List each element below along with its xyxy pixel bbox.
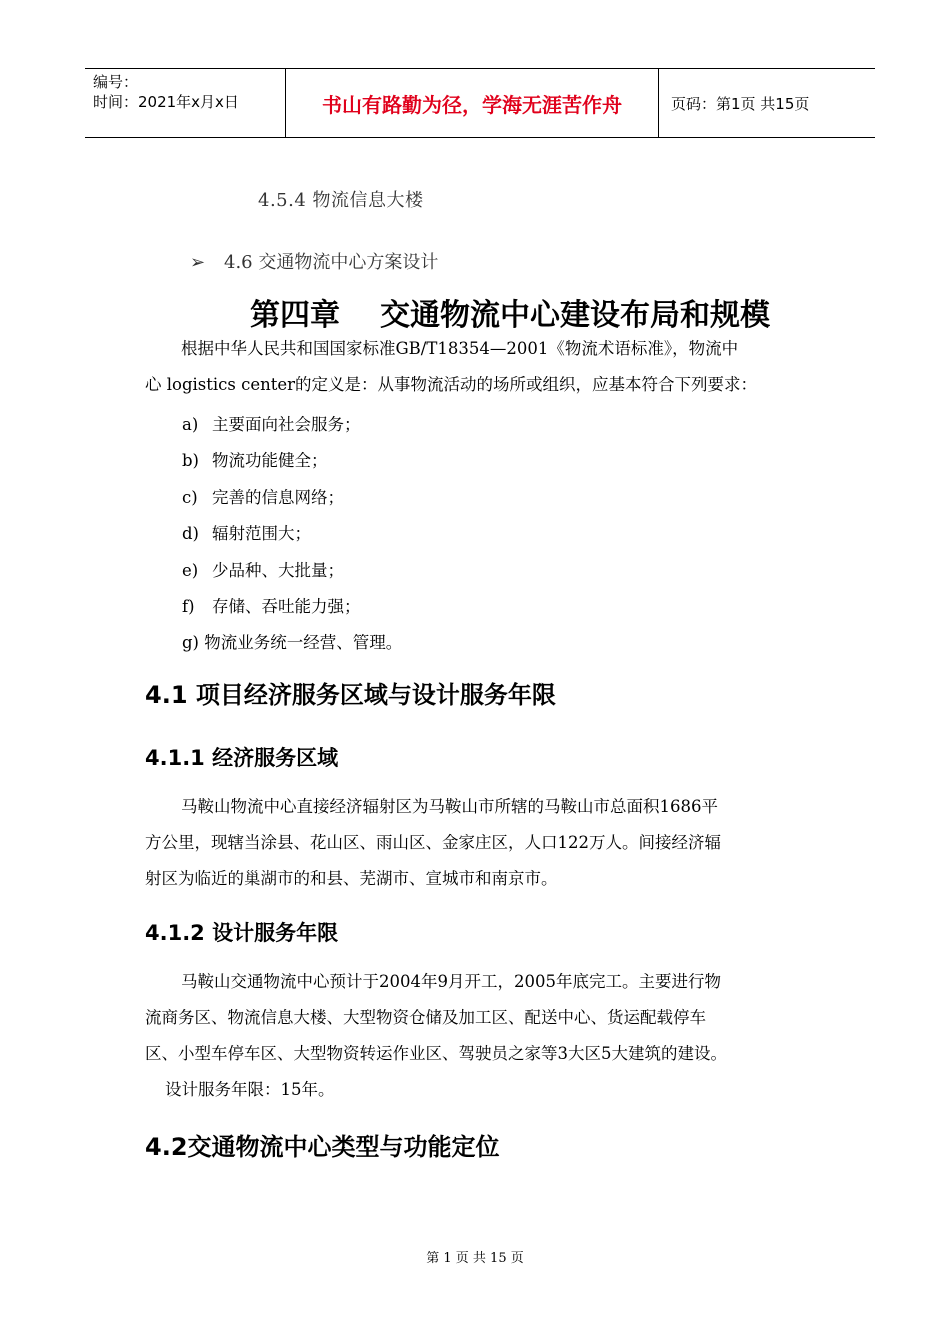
text-line: 马鞍山交通物流中心预计于2004年9月开工，2005年底完工。主要进行物	[181, 972, 721, 991]
list-item: f) 存储、吞吐能力强；	[182, 597, 361, 616]
body-paragraph	[145, 789, 825, 897]
text-line: 根据中华人民共和国国家标准GB/T18354—2001《物流术语标准》，物流中	[181, 339, 739, 358]
chapter-number: 第四章	[250, 298, 340, 333]
header-page-label: 页码：第1页 共15页	[671, 94, 810, 113]
subsection-heading: 4.1.1 经济服务区域	[145, 746, 339, 770]
subsection-heading: 4.1.2 设计服务年限	[145, 921, 339, 945]
text-line: 射区为临近的巢湖市的和县、芜湖市、宣城市和南京市。	[145, 869, 558, 888]
section-heading: 4.2交通物流中心类型与功能定位	[145, 1133, 500, 1161]
list-item: e) 少品种、大批量；	[182, 561, 344, 580]
header-table	[85, 68, 875, 138]
arrow-bullet-icon: ➢	[190, 252, 206, 273]
header-motto: 书山有路勤为径，学海无涯苦作舟	[322, 92, 622, 117]
toc-item: 4.5.4 物流信息大楼	[258, 190, 424, 211]
list-item: c) 完善的信息网络；	[182, 488, 344, 507]
code-label: 编号：	[93, 73, 139, 91]
text-line: 心 logistics center的定义是：从事物流活动的场所或组织，应基本符合下列要求：	[145, 375, 758, 394]
header-meta-cell	[85, 69, 285, 137]
section-heading: 4.1 项目经济服务区域与设计服务年限	[145, 681, 556, 709]
list-item: d) 辐射范围大；	[182, 524, 311, 543]
chapter-name: 交通物流中心建设布局和规模	[380, 298, 770, 333]
intro-paragraph	[145, 331, 825, 403]
body-paragraph	[145, 964, 825, 1108]
list-item: g) 物流业务统一经营、管理。	[182, 633, 403, 652]
list-item: b) 物流功能健全；	[182, 451, 328, 470]
text-line: 区、小型车停车区、大型物资转运作业区、驾驶员之家等3大区5大建筑的建设。	[145, 1044, 727, 1063]
page-footer: 第 1 页 共 15 页	[426, 1251, 524, 1266]
chapter-title	[0, 290, 950, 334]
toc-item	[190, 248, 438, 274]
time-label: 时间：2021年x月x日	[93, 93, 239, 111]
toc-item-label: 4.6 交通物流中心方案设计	[224, 252, 439, 273]
list-item: a) 主要面向社会服务；	[182, 415, 361, 434]
text-line: 流商务区、物流信息大楼、大型物资仓储及加工区、配送中心、货运配载停车	[145, 1008, 706, 1027]
text-line: 马鞍山物流中心直接经济辐射区为马鞍山市所辖的马鞍山市总面积1686平	[181, 797, 718, 816]
text-line: 方公里，现辖当涂县、花山区、雨山区、金家庄区，人口122万人。间接经济辐	[145, 833, 721, 852]
text-line: 设计服务年限：15年。	[165, 1080, 335, 1099]
